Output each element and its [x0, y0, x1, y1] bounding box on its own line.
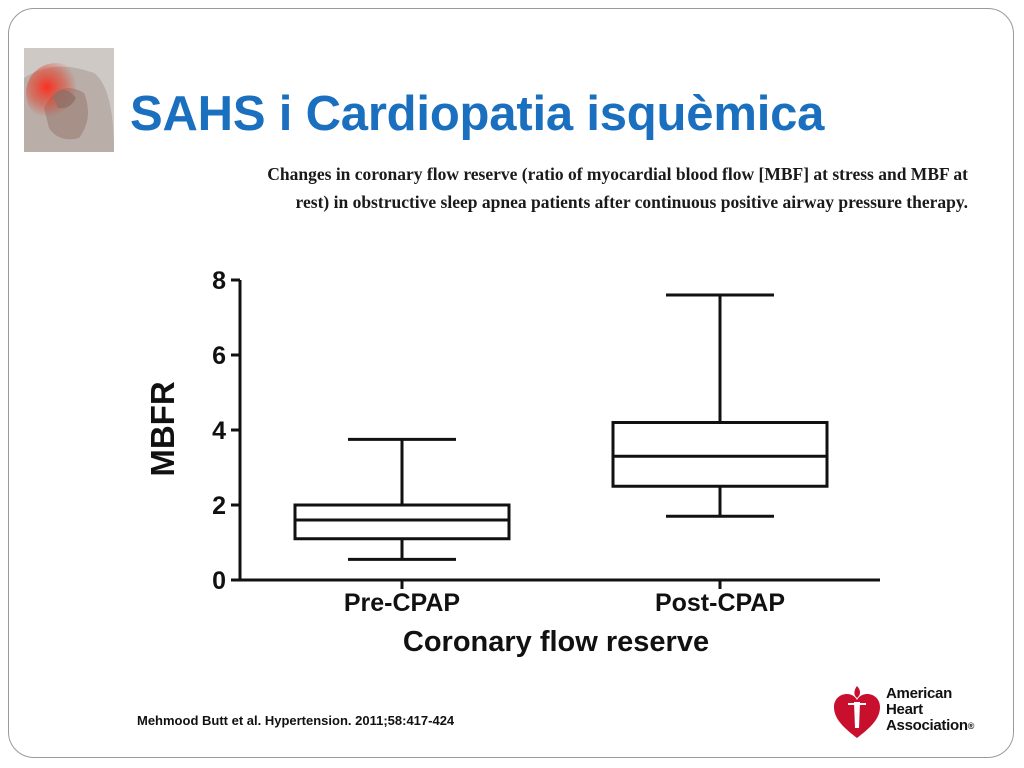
x-tick-label: Pre-CPAP	[343, 589, 461, 617]
y-axis-title: MBFR	[144, 381, 181, 477]
aha-logo-line3: Association	[886, 717, 968, 734]
subtitle-line-1: Changes in coronary flow reserve (ratio of myocardial blood flow [MBF] at stress and MBF at	[267, 164, 968, 184]
box-iqr	[613, 423, 827, 487]
aha-logo-line1: American	[886, 685, 952, 702]
x-tick-label: Post-CPAP	[654, 589, 786, 617]
y-tick-label: 6	[212, 342, 226, 370]
y-tick-label: 2	[212, 492, 226, 520]
x-axis-title: Coronary flow reserve	[402, 626, 710, 658]
y-tick-label: 4	[212, 417, 226, 445]
slide-title: SAHS i Cardiopatia isquèmica	[130, 87, 825, 141]
box-iqr	[295, 505, 509, 539]
y-tick-label: 0	[212, 567, 226, 595]
subtitle-line-2: rest) in obstructive sleep apnea patients after continuous positive airway pressure therapy.	[295, 192, 968, 212]
aha-registered-mark: ®	[967, 721, 975, 731]
citation: Mehmood Butt et al. Hypertension. 2011;58:417-424	[137, 713, 455, 728]
aha-logo-text	[886, 686, 974, 734]
y-tick-label: 8	[212, 267, 226, 295]
aha-logo-line2: Heart	[886, 701, 923, 718]
